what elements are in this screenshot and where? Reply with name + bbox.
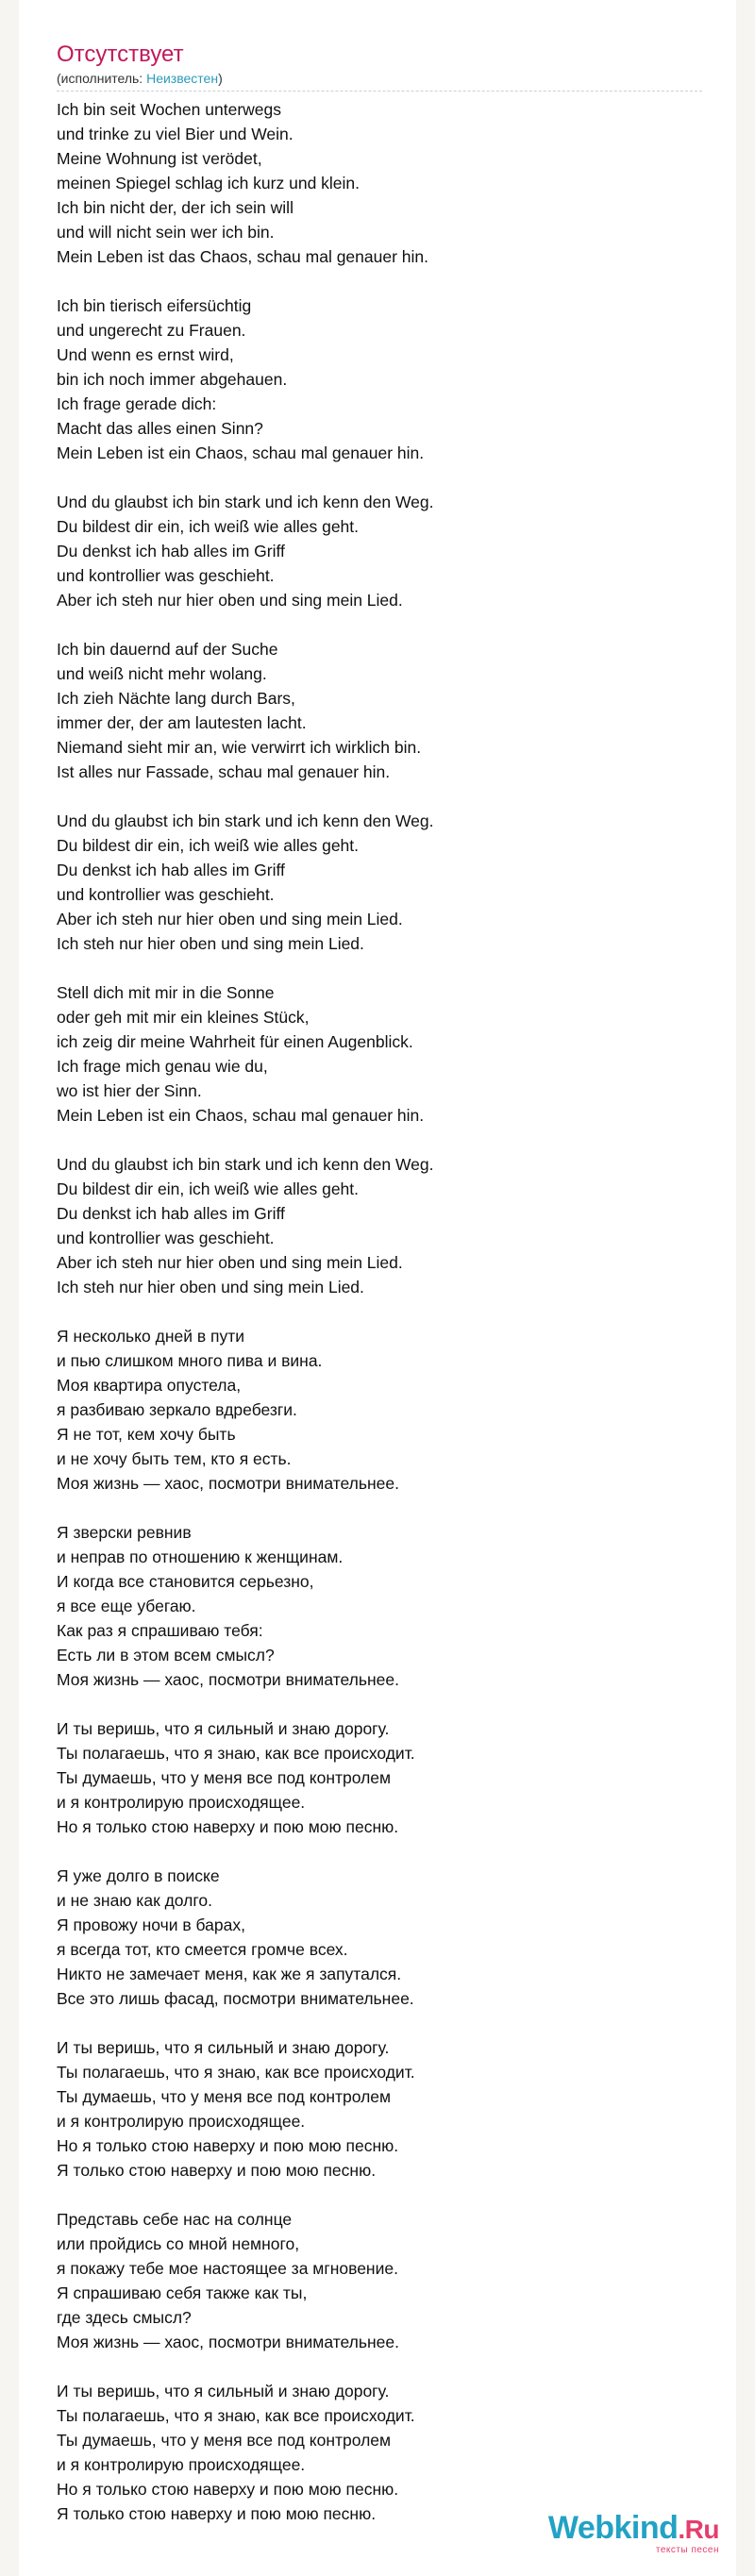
lyrics-line: Моя жизнь — хаос, посмотри внимательнее.: [57, 2333, 399, 2351]
lyrics-stanza: [57, 1152, 702, 1299]
lyrics-line: Ich zieh Nächte lang durch Bars,: [57, 689, 295, 708]
logo-subtitle: тексты песен: [655, 2545, 719, 2555]
lyrics-line: И ты веришь, что я сильный и знаю дорогу.: [57, 2382, 390, 2400]
lyrics-line: Я спрашиваю себя также как ты,: [57, 2283, 308, 2302]
lyrics-line: Ты думаешь, что у меня все под контролем: [57, 2087, 392, 2106]
lyrics-line: oder geh mit mir ein kleines Stück,: [57, 1008, 310, 1027]
lyrics-line: Du bildest dir ein, ich weiß wie alles geht.: [57, 517, 360, 536]
lyrics-line: Ты полагаешь, что я знаю, как все происходит.: [57, 2406, 415, 2425]
lyrics-stanza: [57, 1864, 702, 2011]
lyrics-line: bin ich noch immer abgehauen.: [57, 370, 288, 389]
lyrics-line: Ich steh nur hier oben und sing mein Lied.: [57, 1278, 364, 1296]
lyrics-line: Und du glaubst ich bin stark und ich kenn den Weg.: [57, 811, 434, 830]
artist-link[interactable]: Неизвестен: [146, 71, 219, 86]
lyrics-line: und trinke zu viel Bier und Wein.: [57, 125, 294, 143]
lyrics-line: immer der, der am lautesten lacht.: [57, 713, 307, 732]
lyrics-line: meinen Spiegel schlag ich kurz und klein.: [57, 174, 361, 192]
lyrics-line: Mein Leben ist das Chaos, schau mal genauer hin.: [57, 247, 428, 266]
lyrics-body: [57, 97, 702, 2526]
lyrics-line: и неправ по отношению к женщинам.: [57, 1547, 344, 1566]
lyrics-line: Как раз я спрашиваю тебя:: [57, 1621, 263, 1640]
site-logo[interactable]: [548, 2512, 719, 2555]
lyrics-line: Ты полагаешь, что я знаю, как все происходит.: [57, 2063, 415, 2082]
title-divider: [57, 91, 702, 92]
lyrics-line: Du bildest dir ein, ich weiß wie alles geht.: [57, 836, 360, 855]
lyrics-line: я все еще убегаю.: [57, 1597, 196, 1615]
lyrics-line: Ich bin nicht der, der ich sein will: [57, 198, 294, 217]
lyrics-line: Ich steh nur hier oben und sing mein Lied.: [57, 934, 364, 953]
lyrics-line: Und du glaubst ich bin stark und ich kenn den Weg.: [57, 1155, 434, 1174]
lyrics-line: Ты думаешь, что у меня все под контролем: [57, 1768, 392, 1787]
lyrics-line: Я не тот, кем хочу быть: [57, 1425, 236, 1444]
lyrics-line: Есть ли в этом всем смысл?: [57, 1646, 275, 1664]
lyrics-line: Niemand sieht mir an, wie verwirrt ich wirklich bin.: [57, 738, 422, 757]
lyrics-line: Я зверски ревнив: [57, 1523, 192, 1542]
lyrics-line: и я контролирую происходящее.: [57, 2455, 306, 2474]
lyrics-line: Я провожу ночи в барах,: [57, 1915, 245, 1934]
artist-line: [57, 70, 702, 87]
lyrics-stanza: [57, 2035, 702, 2183]
lyrics-stanza: [57, 1716, 702, 1839]
lyrics-line: Meine Wohnung ist verödet,: [57, 149, 262, 168]
lyrics-line: Ich frage gerade dich:: [57, 394, 217, 413]
lyrics-line: und kontrollier was geschieht.: [57, 1229, 275, 1247]
lyrics-line: Mein Leben ist ein Chaos, schau mal genauer hin.: [57, 443, 425, 462]
lyrics-line: Я уже долго в поиске: [57, 1866, 220, 1885]
lyrics-line: und weiß nicht mehr wolang.: [57, 664, 267, 683]
lyrics-line: И ты веришь, что я сильный и знаю дорогу.: [57, 2038, 390, 2057]
lyrics-line: я всегда тот, кто смеется громче всех.: [57, 1940, 348, 1959]
lyrics-line: Но я только стою наверху и пою мою песню.: [57, 2136, 399, 2155]
lyrics-line: Du denkst ich hab alles im Griff: [57, 542, 285, 560]
lyrics-line: Du bildest dir ein, ich weiß wie alles geht.: [57, 1179, 360, 1198]
lyrics-line: Und wenn es ernst wird,: [57, 345, 234, 364]
lyrics-line: und ungerecht zu Frauen.: [57, 321, 246, 340]
lyrics-line: Никто не замечает меня, как же я запутался.: [57, 1965, 402, 1983]
lyrics-line: Du denkst ich hab alles im Griff: [57, 1204, 285, 1223]
lyrics-line: Mein Leben ist ein Chaos, schau mal genauer hin.: [57, 1106, 425, 1125]
lyrics-line: Und du glaubst ich bin stark und ich kenn den Weg.: [57, 493, 434, 511]
lyrics-line: или пройдись со мной немного,: [57, 2234, 300, 2253]
lyrics-line: Macht das alles einen Sinn?: [57, 419, 263, 438]
lyrics-line: и не хочу быть тем, кто я есть.: [57, 1449, 292, 1468]
lyrics-line: Ich frage mich genau wie du,: [57, 1057, 268, 1076]
lyrics-line: Ich bin seit Wochen unterwegs: [57, 100, 282, 119]
lyrics-line: И когда все становится серьезно,: [57, 1572, 314, 1591]
lyrics-page: [19, 0, 736, 2576]
lyrics-line: Aber ich steh nur hier oben und sing mein Lied.: [57, 591, 403, 610]
lyrics-stanza: [57, 1520, 702, 1692]
lyrics-line: Я только стою наверху и пою мою песню.: [57, 2161, 377, 2180]
lyrics-line: Ich bin dauernd auf der Suche: [57, 640, 278, 659]
lyrics-line: Я несколько дней в пути: [57, 1327, 245, 1346]
lyrics-line: Ist alles nur Fassade, schau mal genauer hin.: [57, 762, 391, 781]
artist-suffix: ): [218, 71, 223, 86]
lyrics-line: и я контролирую происходящее.: [57, 1793, 306, 1812]
lyrics-line: Я только стою наверху и пою мою песню.: [57, 2504, 377, 2523]
lyrics-line: Моя квартира опустела,: [57, 1376, 242, 1395]
lyrics-line: Aber ich steh nur hier oben und sing mein Lied.: [57, 1253, 403, 1272]
lyrics-line: Stell dich mit mir in die Sonne: [57, 983, 275, 1002]
lyrics-line: Ich bin tierisch eifersüchtig: [57, 296, 252, 315]
lyrics-stanza: [57, 1324, 702, 1496]
lyrics-line: где здесь смысл?: [57, 2308, 192, 2327]
logo-wordmark: [548, 2512, 719, 2544]
lyrics-line: Представь себе нас на солнце: [57, 2210, 293, 2229]
artist-prefix: (исполнитель:: [57, 71, 147, 86]
lyrics-stanza: [57, 980, 702, 1128]
lyrics-line: Ты думаешь, что у меня все под контролем: [57, 2431, 392, 2450]
lyrics-stanza: [57, 2207, 702, 2354]
lyrics-line: und kontrollier was geschieht.: [57, 885, 275, 904]
lyrics-line: и не знаю как долго.: [57, 1891, 212, 1910]
lyrics-line: und will nicht sein wer ich bin.: [57, 223, 275, 242]
lyrics-line: Моя жизнь — хаос, посмотри внимательнее.: [57, 1474, 399, 1493]
lyrics-stanza: [57, 2379, 702, 2526]
lyrics-line: и пью слишком много пива и вина.: [57, 1351, 323, 1370]
lyrics-line: ich zeig dir meine Wahrheit für einen Augenblick.: [57, 1032, 413, 1051]
lyrics-line: Все это лишь фасад, посмотри внимательнее.: [57, 1989, 414, 2008]
lyrics-line: И ты веришь, что я сильный и знаю дорогу.: [57, 1719, 390, 1738]
logo-name: Webkind: [547, 2510, 679, 2546]
lyrics-line: Du denkst ich hab alles im Griff: [57, 861, 285, 879]
lyrics-stanza: [57, 490, 702, 612]
song-title: Отсутствует: [57, 42, 184, 67]
lyrics-stanza: [57, 293, 702, 465]
lyrics-line: und kontrollier was geschieht.: [57, 566, 275, 585]
lyrics-line: и я контролирую происходящее.: [57, 2112, 306, 2131]
lyrics-line: Но я только стою наверху и пою мою песню.: [57, 1817, 399, 1836]
lyrics-stanza: [57, 809, 702, 956]
lyrics-line: Но я только стою наверху и пою мою песню.: [57, 2480, 399, 2499]
lyrics-line: я разбиваю зеркало вдребезги.: [57, 1400, 297, 1419]
logo-tld: .Ru: [678, 2515, 719, 2544]
lyrics-stanza: [57, 637, 702, 784]
lyrics-line: я покажу тебе мое настоящее за мгновение.: [57, 2259, 398, 2278]
lyrics-line: wo ist hier der Sinn.: [57, 1081, 202, 1100]
lyrics-line: Aber ich steh nur hier oben und sing mein Lied.: [57, 910, 403, 928]
lyrics-stanza: [57, 97, 702, 269]
lyrics-line: Ты полагаешь, что я знаю, как все происходит.: [57, 1744, 415, 1763]
lyrics-line: Моя жизнь — хаос, посмотри внимательнее.: [57, 1670, 399, 1689]
